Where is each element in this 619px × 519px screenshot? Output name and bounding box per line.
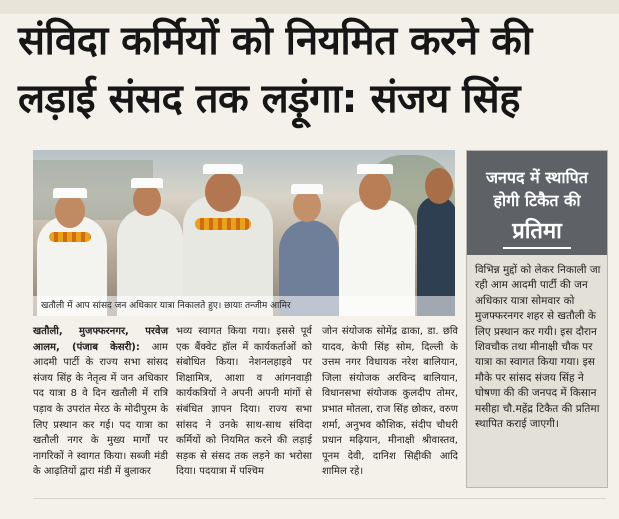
article-column-2: भव्य स्वागत किया गया। इससे पूर्व एक बैंक्वेट हॉल में कार्यकर्ताओं को संबोधित किया। नेशनलहाइवे पर शिक्षामित्र, आशा व आंगनवाड़ी कार्यकत्रियों ने अपनी अपनी मांगों से संबंधित ज्ञापन दिया। राज्य सभा सांसद ने उनके साथ-साथ संविदा कर्मियों को नियमित करने की लड़ाई सड़क से संसद तक लड़ने का भरोसा दिया। पदयात्रा में पश्चिम [176,326,312,478]
headline-line-1: संविदा कर्मियों को नियमित करने की [18,18,532,64]
sidebar-title-line-3: प्रतिमा [512,219,562,244]
sidebar-body: विभिन्न मुद्दों को लेकर निकाली जा रही आम आदमी पार्टी की जन अधिकार यात्रा सोमवार को मुजफ्फरनगर शहर से खतौली के लिए प्रस्थान कर गयी। इस दौरान शिवचौक तथा मीनाक्षी चौक पर यात्रा का स्वागत किया गया। इस मौके पर सांसद संजय सिंह ने घोषणा की की जनपद में किसान मसीहा चौ.महेंद्र टिकैत की प्रतिमा स्थापित कराई जाएगी। [475,264,601,431]
photo-cap [203,164,243,174]
photo-person-head [359,172,391,210]
sidebar-title-underline [503,247,571,249]
sidebar-header [467,151,607,255]
photo-cap [53,188,87,198]
photo-person-head [55,194,85,228]
article-dateline: खतौली, मुजफ्फरनगर, परवेज आलम, (पंजाब केसरी): [33,326,168,353]
article-column-3: जोन संयोजक सोमेंद्र ढाका, डा. छवि यादव, केपी सिंह सोम, दिल्ली के उत्तम नगर विधायक नरेश बालियान, जिला संयोजक अरविन्द बालियान, विधानसभा संयोजक कुलदीप तोमर, प्रभात मोतला, राज सिंह छोकर, वरुण शर्मा, अनुभव कौशिक, संदीप चौधरी प्रधान मढ़ियान, मीनाक्षी श्रीवास्तव, पूनम देवी, दानिश सिद्दीकी आदि शामिल रहे। [322,326,458,478]
photo-person-head [425,168,453,204]
photo-caption: खतौली में आप सांसद जन अधिकार यात्रा निकालते हुए। छायाः तन्जीम आमिर [33,296,455,316]
news-photo [33,150,455,316]
sidebar-title-line-2: होगी टिकैत की [493,191,581,210]
photo-garland [195,218,251,230]
photo-person-head [293,190,321,222]
headline [18,12,613,128]
article-column-1-text: आम आदमी पार्टी के राज्य सभा सांसद संजय सिंह के नेतृत्व में जन अधिकार पद यात्रा 8 वे दिन खतौली में रात्रि पड़ाव के उपरांत मेरठ के मोदीपुरम के लिए प्रस्थान कर गई। पद यात्रा का खतौली नगर के मुख्य मार्गों पर नागरिकों ने स्वागत किया। सब्जी मंडी के आढ़तियों द्वारा मंडी में बुलाकर [33,341,168,478]
sidebar-title-line-1: जनपद में स्थापित [486,168,588,187]
sidebar-box [466,150,608,488]
photo-cap [357,164,393,174]
photo-garland [49,232,91,242]
article-column-1 [33,324,168,480]
bottom-rule [33,498,606,499]
photo-cap [131,178,163,188]
photo-person-head [205,172,241,212]
headline-line-2: लड़ाई संसद तक लड़ूंगा: संजय सिंह [18,76,520,122]
photo-cap [291,184,323,194]
photo-person-head [133,184,161,216]
